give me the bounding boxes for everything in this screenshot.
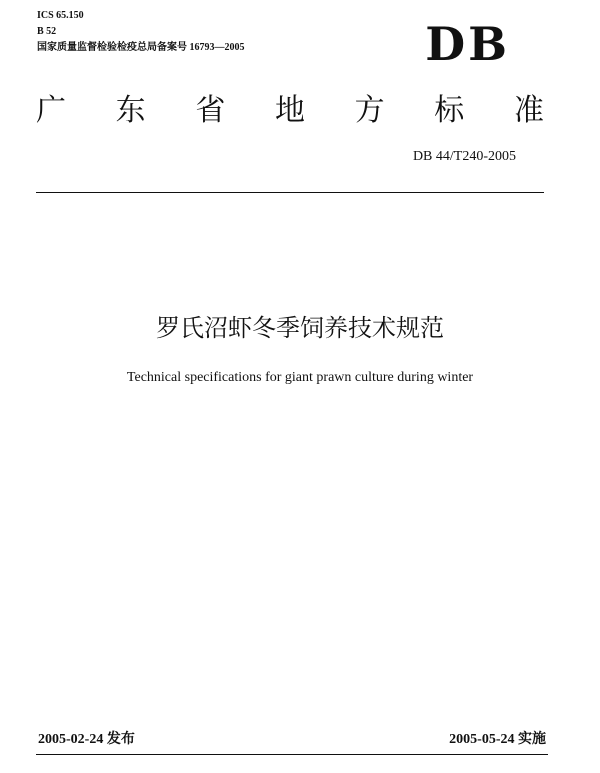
title-chinese: 罗氏沼虾冬季饲养技术规范 — [156, 314, 444, 342]
top-divider — [36, 192, 544, 193]
standard-type-char: 标 — [434, 93, 465, 128]
standard-number: DB 44/T240-2005 — [412, 149, 516, 164]
issue-date: 2005-02-24 发布 — [38, 732, 135, 747]
standard-type-char: 省 — [195, 93, 226, 128]
title-english: Technical specifications for giant prawn culture during winter — [126, 370, 474, 385]
implementation-date: 2005-05-24 实施 — [449, 732, 546, 747]
db-logo: DB — [425, 17, 510, 71]
standard-type-char: 东 — [115, 93, 146, 128]
ics-code: ICS 65.150 — [37, 10, 84, 21]
bottom-divider — [36, 754, 548, 755]
ccs-code: B 52 — [37, 26, 57, 37]
standard-type-char: 地 — [274, 93, 305, 128]
standard-type-heading — [36, 92, 544, 130]
record-number: 国家质量监督检验检疫总局备案号 16793—2005 — [37, 42, 245, 53]
standard-type-char: 准 — [513, 93, 544, 128]
standard-type-char: 方 — [354, 93, 385, 128]
classification-codes — [37, 8, 245, 56]
standard-type-char: 广 — [36, 93, 66, 128]
